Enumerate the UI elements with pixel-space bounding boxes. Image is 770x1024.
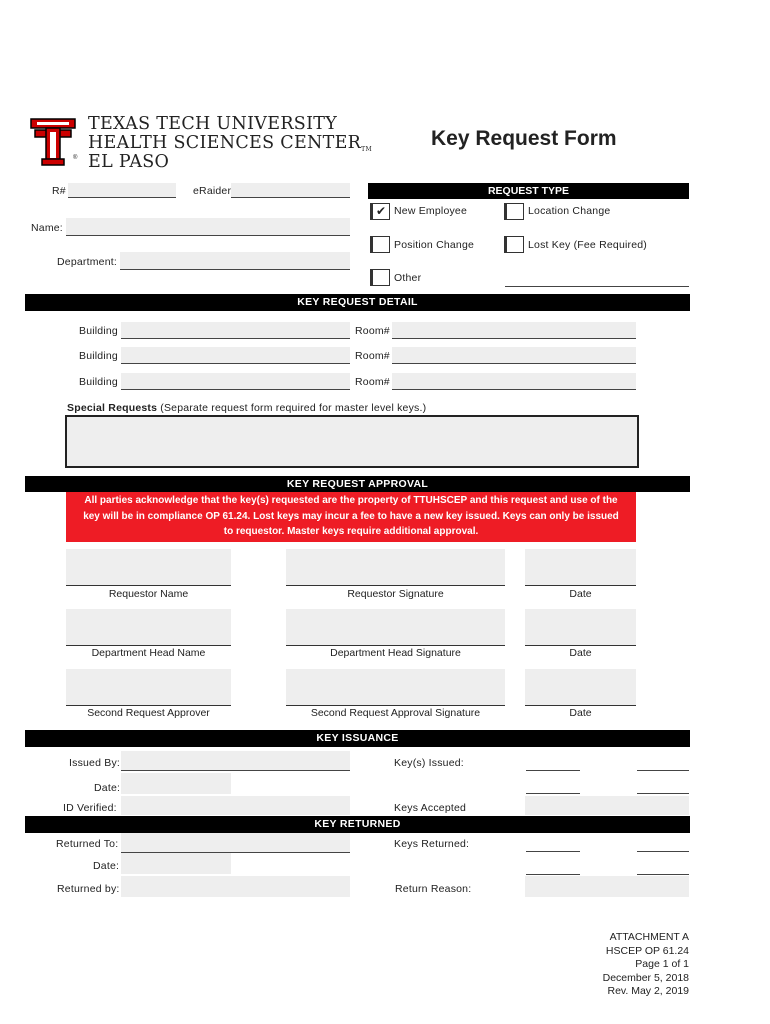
date-field-issuance[interactable] bbox=[121, 773, 231, 794]
approval-notice-line2: key will be in compliance OP 61.24. Lost keys may incur a fee to have a new key issued. Keys can only be issued bbox=[83, 510, 619, 522]
special-requests-bold: Special Requests bbox=[67, 402, 158, 414]
key-issuance-header: KEY ISSUANCE bbox=[25, 730, 690, 747]
requestor-date-caption: Date bbox=[569, 588, 592, 600]
footer-attachment: ATTACHMENT A bbox=[609, 931, 689, 943]
building-field-3[interactable] bbox=[121, 373, 350, 390]
keys-returned-field-1[interactable] bbox=[526, 839, 580, 852]
department-label: Department: bbox=[57, 256, 117, 268]
return-reason-label: Return Reason: bbox=[395, 883, 472, 895]
other-text-field[interactable] bbox=[505, 272, 689, 287]
special-requests-note: (Separate request form required for master level keys.) bbox=[160, 402, 427, 414]
building-label-1: Building bbox=[79, 325, 118, 337]
room-label-2: Room# bbox=[355, 350, 390, 362]
tt-logo bbox=[29, 117, 79, 167]
logo-registered-mark: ® bbox=[73, 155, 78, 161]
new-employee-checkbox[interactable]: ✔ bbox=[370, 203, 390, 220]
keys-issued-field-1[interactable] bbox=[526, 758, 580, 771]
department-head-signature-caption: Department Head Signature bbox=[330, 647, 461, 659]
keys-returned-field-2[interactable] bbox=[637, 839, 689, 852]
lost-key-label: Lost Key (Fee Required) bbox=[528, 239, 647, 251]
name-label: Name: bbox=[31, 222, 63, 234]
date-label-returned: Date: bbox=[93, 860, 120, 872]
double-t-logo-icon bbox=[29, 117, 79, 167]
r-number-label: R# bbox=[52, 185, 66, 197]
form-title: Key Request Form bbox=[431, 127, 617, 150]
room-field-3[interactable] bbox=[392, 373, 636, 390]
department-head-date-field[interactable] bbox=[525, 609, 636, 646]
room-field-1[interactable] bbox=[392, 322, 636, 339]
request-type-header: REQUEST TYPE bbox=[368, 183, 689, 199]
requestor-signature-field[interactable] bbox=[286, 549, 505, 586]
position-change-checkbox[interactable] bbox=[370, 236, 390, 253]
keys-issued-label: Key(s) Issued: bbox=[394, 757, 464, 769]
id-verified-field[interactable] bbox=[121, 796, 350, 815]
special-requests-textarea[interactable] bbox=[65, 415, 639, 468]
date-field-returned[interactable] bbox=[121, 853, 231, 874]
university-name-line3: EL PASO bbox=[88, 152, 170, 172]
department-head-date-caption: Date bbox=[569, 647, 592, 659]
approval-notice-line1: All parties acknowledge that the key(s) requested are the property of TTUHSCEP and this request and use of the bbox=[84, 495, 618, 506]
key-returned-header: KEY RETURNED bbox=[25, 816, 690, 833]
approval-notice bbox=[66, 492, 636, 542]
keys-issued-field-3[interactable] bbox=[526, 781, 580, 794]
footer-date: December 5, 2018 bbox=[602, 971, 689, 984]
department-head-name-field[interactable] bbox=[66, 609, 231, 646]
approval-notice-line3: to requestor. Master keys require additional approval. bbox=[223, 526, 479, 537]
second-approver-date-caption: Date bbox=[569, 707, 592, 719]
keys-issued-field-4[interactable] bbox=[637, 781, 689, 794]
name-field[interactable] bbox=[66, 218, 350, 236]
keys-accepted-label: Keys Accepted bbox=[394, 802, 467, 814]
keys-issued-field-2[interactable] bbox=[637, 758, 689, 771]
location-change-label: Location Change bbox=[528, 205, 611, 217]
keys-returned-field-4[interactable] bbox=[637, 862, 689, 875]
room-label-3: Room# bbox=[355, 376, 390, 388]
requestor-date-field[interactable] bbox=[525, 549, 636, 586]
keys-returned-field-3[interactable] bbox=[526, 862, 580, 875]
university-name-line2 bbox=[88, 133, 372, 153]
issued-by-label: Issued By: bbox=[69, 757, 121, 769]
location-change-checkbox[interactable] bbox=[504, 203, 524, 220]
building-field-1[interactable] bbox=[121, 322, 350, 339]
special-requests-label bbox=[67, 402, 426, 414]
university-name-line1: TEXAS TECH UNIVERSITY bbox=[88, 114, 338, 134]
requestor-signature-caption: Requestor Signature bbox=[347, 588, 444, 600]
id-verified-label: ID Verified: bbox=[63, 802, 117, 814]
second-approver-date-field[interactable] bbox=[525, 669, 636, 706]
keys-returned-label: Keys Returned: bbox=[394, 838, 470, 850]
key-request-approval-header: KEY REQUEST APPROVAL bbox=[25, 476, 690, 492]
issued-by-field[interactable] bbox=[121, 751, 350, 771]
footer-revision: Rev. May 2, 2019 bbox=[607, 985, 689, 997]
second-approver-name-field[interactable] bbox=[66, 669, 231, 706]
trademark: TM bbox=[361, 146, 372, 153]
key-request-detail-header: KEY REQUEST DETAIL bbox=[25, 294, 690, 311]
returned-to-field[interactable] bbox=[121, 833, 350, 853]
building-label-3: Building bbox=[79, 376, 118, 388]
eraider-label: eRaider bbox=[193, 185, 232, 197]
second-approver-name-caption: Second Request Approver bbox=[87, 707, 210, 719]
building-label-2: Building bbox=[79, 350, 118, 362]
new-employee-label: New Employee bbox=[394, 205, 468, 217]
department-head-signature-field[interactable] bbox=[286, 609, 505, 646]
attachment-footer bbox=[603, 931, 689, 999]
footer-op-number: HSCEP OP 61.24 bbox=[605, 944, 689, 957]
returned-by-field[interactable] bbox=[121, 876, 350, 897]
r-number-field[interactable] bbox=[68, 183, 176, 198]
university-name-line2-text: HEALTH SCIENCES CENTER bbox=[88, 133, 362, 153]
second-approver-signature-caption: Second Request Approval Signature bbox=[310, 707, 481, 719]
return-reason-field[interactable] bbox=[525, 876, 689, 897]
room-field-2[interactable] bbox=[392, 347, 636, 364]
department-field[interactable] bbox=[120, 252, 350, 270]
room-label-1: Room# bbox=[355, 325, 390, 337]
returned-to-label: Returned To: bbox=[56, 838, 119, 850]
other-checkbox[interactable] bbox=[370, 269, 390, 286]
second-approver-signature-field[interactable] bbox=[286, 669, 505, 706]
requestor-name-field[interactable] bbox=[66, 549, 231, 586]
footer-page: Page 1 of 1 bbox=[635, 958, 689, 970]
eraider-field[interactable] bbox=[231, 183, 350, 198]
position-change-label: Position Change bbox=[394, 239, 475, 251]
lost-key-checkbox[interactable] bbox=[504, 236, 524, 253]
requestor-name-caption: Requestor Name bbox=[108, 588, 189, 600]
date-label-issuance: Date: bbox=[94, 782, 121, 794]
keys-accepted-field[interactable] bbox=[525, 796, 689, 815]
building-field-2[interactable] bbox=[121, 347, 350, 364]
returned-by-label: Returned by: bbox=[57, 883, 120, 895]
other-label: Other bbox=[394, 272, 422, 284]
department-head-name-caption: Department Head Name bbox=[91, 647, 206, 659]
